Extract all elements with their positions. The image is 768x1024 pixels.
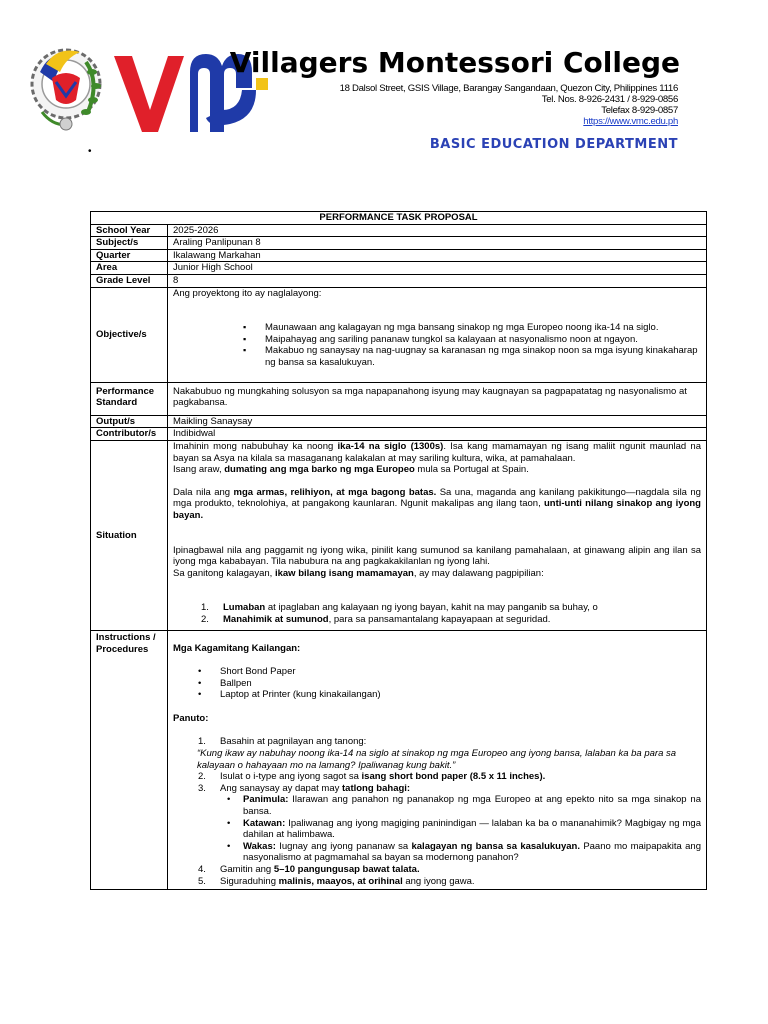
list-item: 2. Isulat o i-type ang iyong sagot sa isang short bond paper (8.5 x 11 inches).: [198, 771, 546, 783]
table-row: [91, 415, 707, 428]
essay-parts-list: [243, 794, 701, 864]
table-row: [91, 262, 707, 275]
area-value: Junior High School: [168, 262, 707, 275]
quarter-value: Ikalawang Markahan: [168, 249, 707, 262]
table-row: [91, 249, 707, 262]
contributor-value: Indibidwal: [168, 428, 707, 441]
list-item: • Panimula: Ilarawan ang panahon ng pananakop ng mga Europeo at ang epekto nito sa mga sinakop na bansa.: [243, 794, 701, 817]
objectives-label: Objective/s: [91, 287, 168, 382]
situation-content: [168, 440, 707, 631]
department-name: BASIC EDUCATION DEPARTMENT: [429, 137, 678, 152]
objectives-list: [265, 322, 701, 368]
letterhead: [0, 0, 768, 170]
performance-standard-label-2: Standard: [96, 397, 138, 409]
telephone-line: Tel. Nos. 8-926-2431 / 8-929-0856: [541, 94, 678, 105]
performance-task-table: [90, 211, 707, 890]
list-item: ▪ Maipahayag ang sariling pananaw tungkol sa kalayaan at nasyonalismo noon at ngayon.: [265, 334, 701, 346]
instructions-label: Instructions /: [96, 632, 156, 644]
choices-list: [201, 602, 701, 625]
table-row: [91, 428, 707, 441]
instructions-label-2: Procedures: [96, 644, 149, 656]
list-item: 5. Siguraduhing malinis, maayos, at orihinal ang iyong gawa.: [198, 875, 475, 887]
school-seal-icon: [28, 42, 108, 142]
output-label: Output/s: [91, 415, 168, 428]
list-item: 4. Gamitin ang 5–10 pangungusap bawat talata.: [198, 863, 420, 875]
list-item: • Ballpen: [220, 678, 701, 690]
college-name: Villagers Montessori College: [229, 46, 680, 79]
situation-paragraph: Dala nila ang mga armas, relihiyon, at mga bagong batas. Sa una, maganda ang kanilang pakikitungo—nagdala sila ng mga produkto, teknolohiya, at pangakong kaunlaran. Ngunit makalipas ang ilang taon, unti-unti nilang sinakop ang iyong bayan.: [173, 486, 701, 521]
table-row: [91, 237, 707, 250]
situation-paragraph: Ipinagbawal nila ang paggamit ng iyong wika, pinilit kang sumunod sa kanilang pamahalaan, at ginawang alipin ang ilan sa iyong mga kababayan. Tila nabubura na ang pagkakakilanlan ng iyong lahi.: [173, 544, 701, 568]
table-row: [91, 274, 707, 287]
situation-label: Situation: [91, 440, 168, 631]
address-line: 18 Dalsol Street, GSIS Village, Barangay Sangandaan, Quezon City, Philippines 1116: [339, 83, 678, 94]
table-row: [91, 631, 707, 890]
grade-level-value: 8: [168, 274, 707, 287]
instructions-content: [168, 631, 707, 890]
school-year-value: 2025-2026: [168, 224, 707, 237]
list-item: 3. Ang sanaysay ay dapat may tatlong bahagi:: [198, 782, 411, 794]
panuto-heading: Panuto:: [173, 712, 209, 724]
list-item: 1. Basahin at pagnilayan ang tanong:: [198, 736, 367, 748]
situation-paragraph: Imahinin mong nabubuhay ka noong ika-14 na siglo (1300s). Isa kang mamamayan ng isang maliit ngunit maunlad na bayan sa Asya na kilala sa masaganang kalakalan at may sariling kultura, wika, at pamahalaan.: [173, 440, 701, 464]
materials-heading: Mga Kagamitang Kailangan:: [173, 643, 301, 655]
list-item: ▪ Maunawaan ang kalagayan ng mga bansang sinakop ng mga Europeo noong ika-14 na siglo.: [265, 322, 701, 334]
table-row: [91, 440, 707, 631]
list-item: • Short Bond Paper: [220, 666, 701, 678]
subject-label: Subject/s: [91, 237, 168, 250]
output-value: Maikling Sanaysay: [168, 415, 707, 428]
situation-paragraph: Isang araw, dumating ang mga barko ng mga Europeo mula sa Portugal at Spain.: [173, 464, 529, 476]
list-item: ▪ Makabuo ng sanaysay na nag-uugnay sa karanasan ng mga sinakop noon sa mga isyung kinakaharap ng bansa sa kasalukuyan.: [265, 345, 701, 368]
performance-standard-value: Nakabubuo ng mungkahing solusyon sa mga napapanahong isyung may kaugnayan sa pagpapatatag ng nasyonalismo at pagkabansa.: [168, 382, 707, 415]
materials-list: [220, 666, 701, 701]
list-item: 2. Manahimik at sumunod, para sa pansamantalang kapayapaan at seguridad.: [201, 613, 551, 625]
essay-question: “Kung ikaw ay nabuhay noong ika-14 na siglo at sinakop ng mga Europeo ang iyong bansa, lalaban ka ba para sa kalayaan o hahayaan mo na lamang? Ipaliwanag kung bakit.”: [197, 748, 677, 771]
list-item: 1. Lumaban at ipaglaban ang kalayaan ng iyong bayan, kahit na may panganib sa buhay, o: [201, 602, 598, 614]
steps-list: [198, 863, 701, 887]
list-item: • Katawan: Ipaliwanag ang iyong magiging paninindigan — lalaban ka ba o mananahimik? Magbigay ng mga dahilan at halimbawa.: [243, 818, 701, 841]
school-year-label: School Year: [91, 224, 168, 237]
steps-list: [198, 771, 701, 794]
telefax-line: Telefax 8-929-0857: [601, 105, 678, 116]
area-label: Area: [91, 262, 168, 275]
steps-list: [198, 736, 701, 748]
list-item: • Laptop at Printer (kung kinakailangan): [220, 689, 701, 701]
table-title: PERFORMANCE TASK PROPOSAL: [91, 212, 707, 225]
table-row: [91, 224, 707, 237]
objectives-intro: Ang proyektong ito ay naglalayong:: [173, 287, 322, 299]
situation-paragraph: Sa ganitong kalagayan, ikaw bilang isang mamamayan, ay may dalawang pagpipilian:: [173, 567, 544, 579]
table-row: [91, 382, 707, 415]
stray-bullet: •: [88, 146, 92, 157]
website-link[interactable]: https://www.vmc.edu.ph: [583, 116, 678, 127]
quarter-label: Quarter: [91, 249, 168, 262]
grade-level-label: Grade Level: [91, 274, 168, 287]
subject-value: Araling Panlipunan 8: [168, 237, 707, 250]
list-item: • Wakas: Iugnay ang iyong pananaw sa kalagayan ng bansa sa kasalukuyan. Paano mo maipapakita ang nasyonalismo at pagmamahal sa bayan sa modernong panahon?: [243, 841, 701, 864]
contributor-label: Contributor/s: [91, 428, 168, 441]
table-row: [91, 287, 707, 382]
performance-standard-label: Performance: [96, 385, 155, 397]
